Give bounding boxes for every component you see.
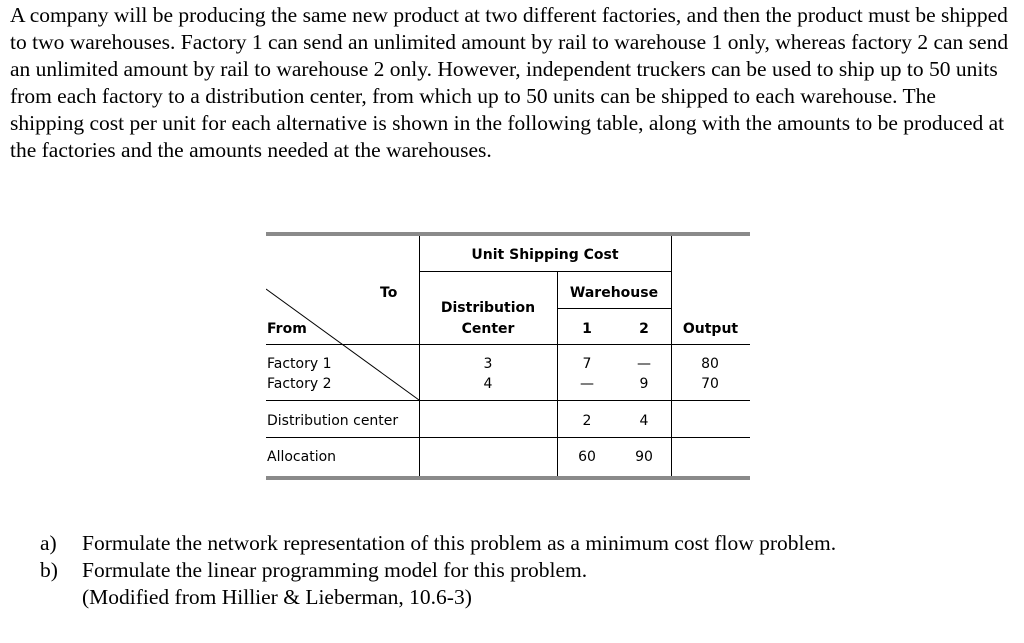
allocation-w2: 90 (635, 449, 653, 465)
row-label-factory-1: Factory 1 (267, 356, 332, 372)
row-label-allocation: Allocation (267, 449, 337, 465)
from-label: From (267, 321, 307, 337)
factory-2-output: 70 (701, 376, 719, 392)
warehouse-2-header: 2 (639, 321, 649, 337)
to-label: To (380, 285, 398, 301)
distribution-center-header-line1: Distribution (440, 300, 536, 316)
factory-2-w2-cost: 9 (639, 376, 649, 392)
factory-1-output: 80 (701, 356, 719, 372)
row-label-distribution-center: Distribution center (267, 413, 399, 429)
table-rule-allocation (266, 437, 750, 438)
problem-statement: A company will be producing the same new product at two different factories, and then the product must be shipped to two warehouses. Factory 1 can send an unlimited amount by rail to warehouse 1 only, whereas factory 2 can send an unlimited amount by rail to warehouse 2 only. However, independent truckers can be used to ship up to 50 units from each factory to a distribution center, from which up to 50 units can be shipped to each warehouse. The shipping cost per unit for each alternative is shown in the following table, along with the amounts to be produced at the factories and the amounts needed at the warehouses. (10, 3, 1009, 162)
table-vline-3 (671, 236, 672, 476)
cost-group-rule (419, 271, 671, 272)
table-vline-2 (557, 272, 558, 476)
question-b-label: b) (40, 558, 58, 582)
unit-shipping-cost-header: Unit Shipping Cost (471, 247, 619, 263)
question-b (40, 557, 1000, 584)
question-b-text: Formulate the linear programming model for this problem. (82, 558, 588, 582)
factory-1-w2-cost: — (637, 356, 651, 372)
dc-w1-cost: 2 (582, 413, 592, 429)
table-bottom-rule (266, 476, 750, 480)
warehouse-group-rule (557, 308, 671, 309)
question-a-label: a) (40, 531, 57, 555)
warehouse-1-header: 1 (582, 321, 592, 337)
factory-2-dc-cost: 4 (483, 376, 493, 392)
warehouse-header: Warehouse (569, 285, 659, 301)
question-a-text: Formulate the network representation of this problem as a minimum cost flow problem. (82, 531, 837, 555)
source-citation: (Modified from Hillier & Lieberman, 10.6-3) (82, 585, 472, 609)
distribution-center-header-line2: Center (461, 321, 515, 337)
question-list (40, 530, 1000, 611)
factory-1-dc-cost: 3 (483, 356, 493, 372)
factory-2-w1-cost: — (580, 376, 594, 392)
factory-1-w1-cost: 7 (582, 356, 592, 372)
question-a (40, 530, 1000, 557)
row-label-factory-2: Factory 2 (267, 376, 332, 392)
shipping-cost-table (266, 232, 750, 482)
allocation-w1: 60 (578, 449, 596, 465)
output-header: Output (682, 321, 739, 337)
dc-w2-cost: 4 (639, 413, 649, 429)
